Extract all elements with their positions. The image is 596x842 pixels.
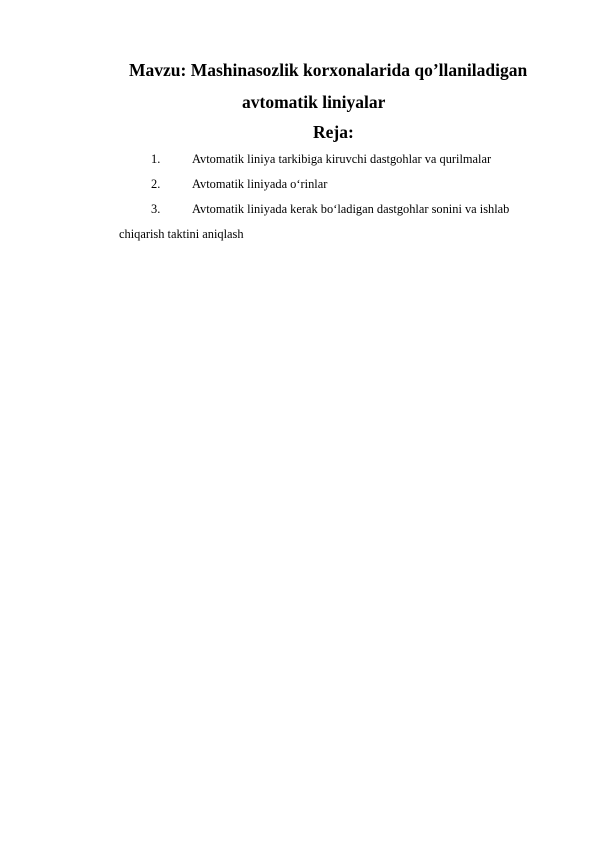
plan-item-3-continuation: chiqarish taktini aniqlash bbox=[119, 227, 244, 241]
document-title-line-1: Mavzu: Mashinasozlik korxonalarida qo’llaniladigan bbox=[129, 60, 528, 80]
plan-item-text: Avtomatik liniyada kerak bo‘ladigan dastgohlar sonini va ishlab bbox=[192, 202, 510, 216]
plan-item-number: 1. bbox=[151, 152, 161, 166]
plan-heading: Reja: bbox=[313, 122, 354, 142]
plan-item-text: Avtomatik liniya tarkibiga kiruvchi dastgohlar va qurilmalar bbox=[192, 152, 492, 166]
document-title-line-2: avtomatik liniyalar bbox=[242, 92, 386, 112]
plan-item-number: 3. bbox=[151, 202, 161, 216]
plan-item-text: Avtomatik liniyada o‘rinlar bbox=[192, 177, 328, 191]
plan-item-number: 2. bbox=[151, 177, 161, 191]
